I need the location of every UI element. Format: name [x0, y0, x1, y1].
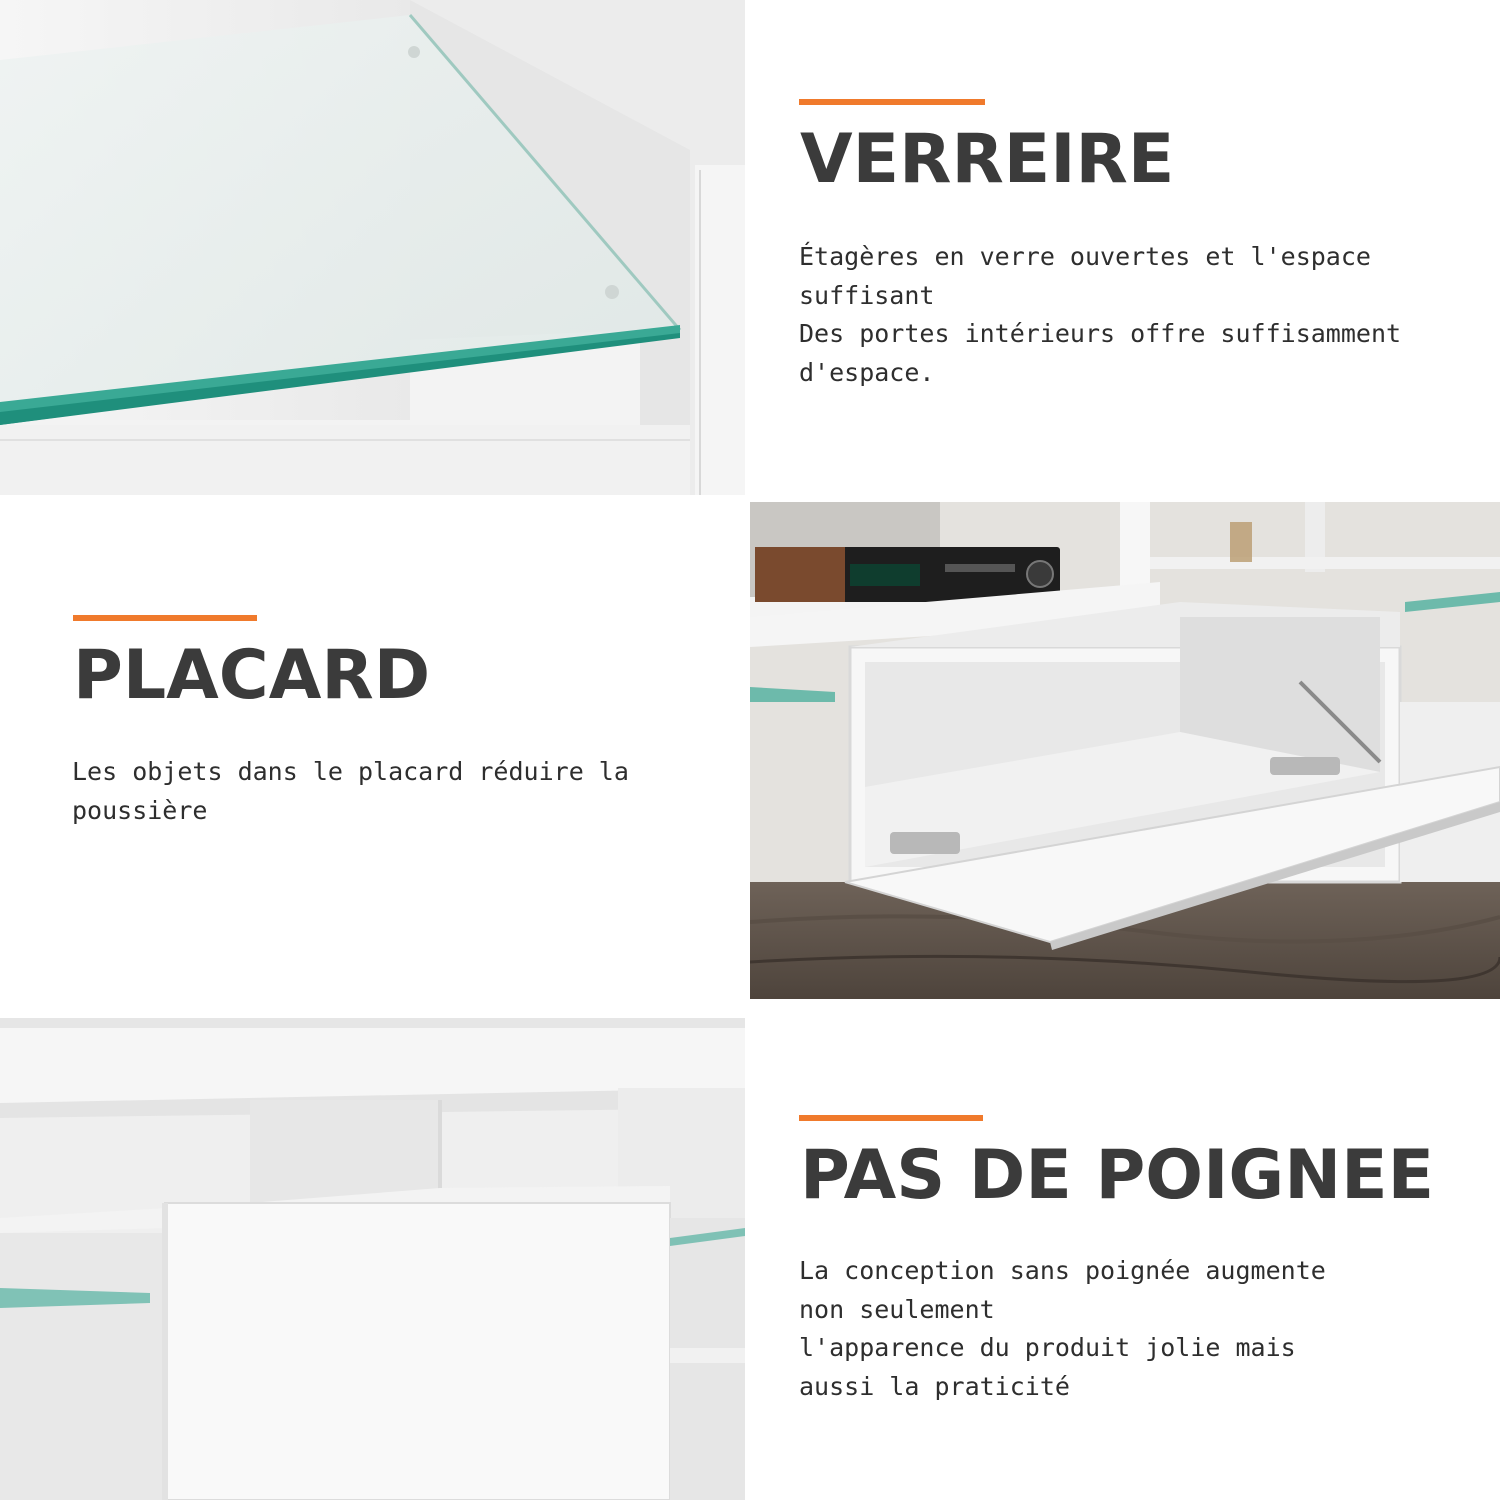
placard-description: [72, 753, 629, 830]
handleless-drawer-photo: [0, 1018, 745, 1500]
verreire-heading: VERREIRE: [800, 120, 1175, 199]
verreire-line-1: Étagères en verre ouvertes et l'espace: [799, 242, 1371, 271]
accent-bar-verreire: [799, 99, 985, 105]
open-cabinet-photo: [750, 502, 1500, 999]
verreire-description: [799, 238, 1401, 392]
glass-shelf-photo: [0, 0, 745, 495]
verreire-line-2: suffisant: [799, 280, 935, 310]
accent-bar-placard: [73, 615, 257, 621]
poignee-heading: PAS DE POIGNEE: [800, 1136, 1435, 1215]
poignee-line-3: l'apparence du produit jolie mais: [799, 1333, 1296, 1362]
placard-heading: PLACARD: [73, 636, 431, 715]
poignee-description: [799, 1252, 1326, 1406]
placard-line-2: poussière: [72, 795, 208, 825]
poignee-line-2: non seulement: [799, 1294, 995, 1324]
poignee-line-4: aussi la praticité: [799, 1371, 1070, 1401]
accent-bar-poignee: [799, 1115, 983, 1121]
verreire-line-4: d'espace.: [799, 357, 935, 387]
placard-line-1: Les objets dans le placard réduire la: [72, 757, 629, 786]
verreire-line-3: Des portes intérieurs offre suffisamment: [799, 319, 1402, 348]
poignee-line-1: La conception sans poignée augmente: [799, 1256, 1326, 1285]
